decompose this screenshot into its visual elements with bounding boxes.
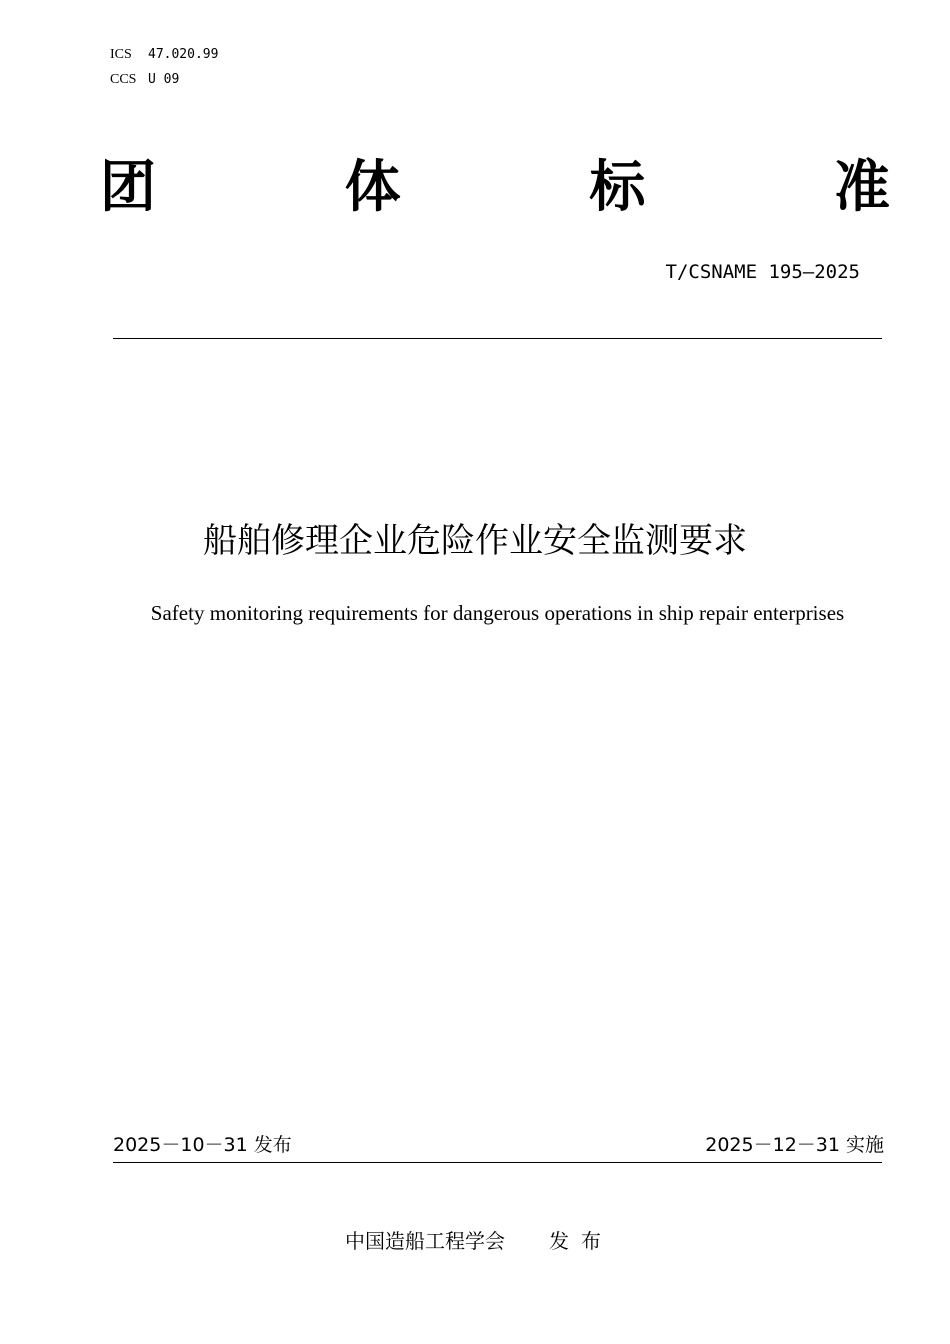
standard-type-char: 团: [100, 155, 156, 220]
ccs-label: CCS: [110, 72, 137, 87]
standard-type-char: 标: [589, 155, 646, 220]
document-title-english: Safety monitoring requirements for dangerous operations in ship repair enterprises: [150, 601, 845, 625]
ics-label: ICS: [110, 47, 132, 62]
standard-type-char: 体: [344, 155, 401, 220]
standard-type-heading: [100, 152, 890, 224]
document-title-chinese: 船舶修理企业危险作业安全监测要求: [203, 521, 747, 561]
ccs-code: U 09: [148, 72, 180, 87]
standard-type-char: 准: [833, 155, 890, 220]
ics-code: 47.020.99: [148, 47, 219, 62]
implementation-date: 2025－12－31 实施: [705, 1134, 884, 1156]
publisher-name: 中国造船工程学会: [345, 1229, 505, 1253]
issue-date: 2025－10－31 发布: [113, 1134, 292, 1156]
header-divider: [113, 338, 882, 339]
publisher-action: 发布: [549, 1229, 613, 1253]
standard-number: T/CSNAME 195—2025: [665, 261, 860, 283]
ccs-classification: [110, 71, 179, 89]
ics-classification: [110, 46, 218, 64]
footer-divider: [113, 1162, 882, 1163]
publisher-line: [345, 1228, 613, 1254]
